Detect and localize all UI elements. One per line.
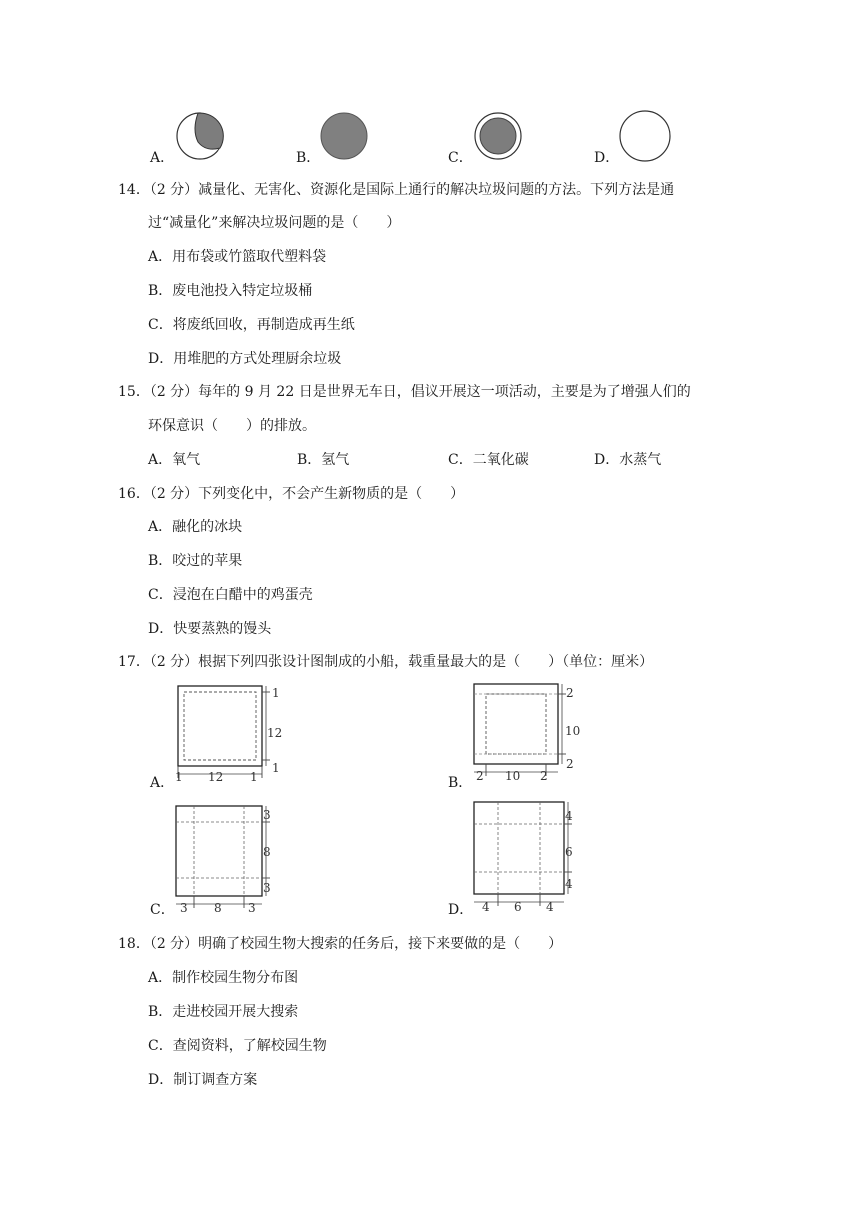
q17-diagram-c [170,802,300,914]
q17-diagram-a [170,682,300,788]
q17-d-dim-bottom: 4 [565,877,573,891]
q14-option-c[interactable]: C．将废纸回收，再制造成再生纸 [148,317,355,333]
q18-option-b[interactable]: B．走进校园开展大搜索 [148,1004,299,1020]
moon-new-icon [619,110,673,164]
q17-a-dim-left: 1 [175,770,183,784]
q14-option-a[interactable]: A．用布袋或竹篮取代塑料袋 [148,249,327,265]
q13-option-a-label[interactable]: A． [150,150,175,166]
q17-d-dim-right: 4 [546,900,554,914]
q13-option-d-label[interactable]: D． [594,150,620,166]
q17-b-dim-top: 2 [566,686,574,700]
q15-stem-line1: 15．（2 分）每年的 9 月 22 日是世界无车日，倡议开展这一项活动，主要是为了增强人们的 [118,384,691,400]
q15-option-c[interactable]: C．二氧化碳 [448,452,529,468]
q17-d-dim-left: 4 [482,900,490,914]
q17-option-b-label[interactable]: B． [448,775,473,791]
q13-option-c-label[interactable]: C． [448,150,473,166]
q17-b-dim-bottom: 2 [566,757,574,771]
q17-option-d-label[interactable]: D． [448,902,474,918]
q16-option-c[interactable]: C．浸泡在白醋中的鸡蛋壳 [148,587,313,603]
q17-d-dim-side: 6 [565,845,573,859]
q17-c-dim-bottom: 3 [263,881,271,895]
q17-stem: 17．（2 分）根据下列四张设计图制成的小船，载重量最大的是（ ）（单位：厘米） [118,654,654,670]
q15-option-a[interactable]: A．氧气 [148,452,201,468]
q15-option-b[interactable]: B．氢气 [297,452,350,468]
q17-b-dim-side: 10 [565,724,581,738]
q13-option-b-label[interactable]: B． [296,150,321,166]
q17-c-dim-center: 8 [214,901,222,915]
q17-a-dim-bottom: 1 [272,761,280,775]
q17-a-dim-center: 12 [208,770,224,784]
moon-full-dark-icon [320,112,372,164]
q17-b-dim-center: 10 [505,769,521,783]
q14-option-b[interactable]: B．废电池投入特定垃圾桶 [148,283,313,299]
q15-option-d[interactable]: D．水蒸气 [594,452,662,468]
q15-stem-line2: 环保意识（ ）的排放。 [148,418,316,434]
q14-stem-line1: 14．（2 分）减量化、无害化、资源化是国际上通行的解决垃圾问题的方法。下列方法是通 [118,182,675,198]
q14-stem-line2: 过“减量化”来解决垃圾问题的是（ ） [148,215,401,231]
q17-a-dim-right: 1 [250,770,258,784]
q16-stem: 16．（2 分）下列变化中，不会产生新物质的是（ ） [118,486,465,502]
q16-option-a[interactable]: A．融化的冰块 [148,519,243,535]
q17-d-dim-top: 4 [565,809,573,823]
q17-d-dim-center: 6 [514,900,522,914]
q17-c-dim-top: 3 [263,808,271,822]
q17-diagram-d [468,798,598,912]
q14-option-d[interactable]: D．用堆肥的方式处理厨余垃圾 [148,351,342,367]
q18-option-c[interactable]: C．查阅资料，了解校园生物 [148,1038,327,1054]
moon-ring-icon [474,112,526,164]
q17-c-dim-side: 8 [263,845,271,859]
q16-option-b[interactable]: B．咬过的苹果 [148,553,243,569]
q16-option-d[interactable]: D．快要蒸熟的馒头 [148,621,272,637]
q17-option-a-label[interactable]: A． [150,775,175,791]
q18-stem: 18．（2 分）明确了校园生物大搜索的任务后，接下来要做的是（ ） [118,936,563,952]
q18-option-d[interactable]: D．制订调查方案 [148,1072,258,1088]
q17-diagram-b [468,680,598,786]
q17-c-dim-left: 3 [180,901,188,915]
moon-crescent-icon [176,112,228,164]
q17-b-dim-left: 2 [476,769,484,783]
q17-option-c-label[interactable]: C． [150,902,175,918]
q18-option-a[interactable]: A．制作校园生物分布图 [148,970,299,986]
q17-c-dim-right: 3 [248,901,256,915]
q17-a-dim-top: 1 [272,686,280,700]
q17-a-dim-side: 12 [267,726,283,740]
q17-b-dim-right: 2 [540,769,548,783]
